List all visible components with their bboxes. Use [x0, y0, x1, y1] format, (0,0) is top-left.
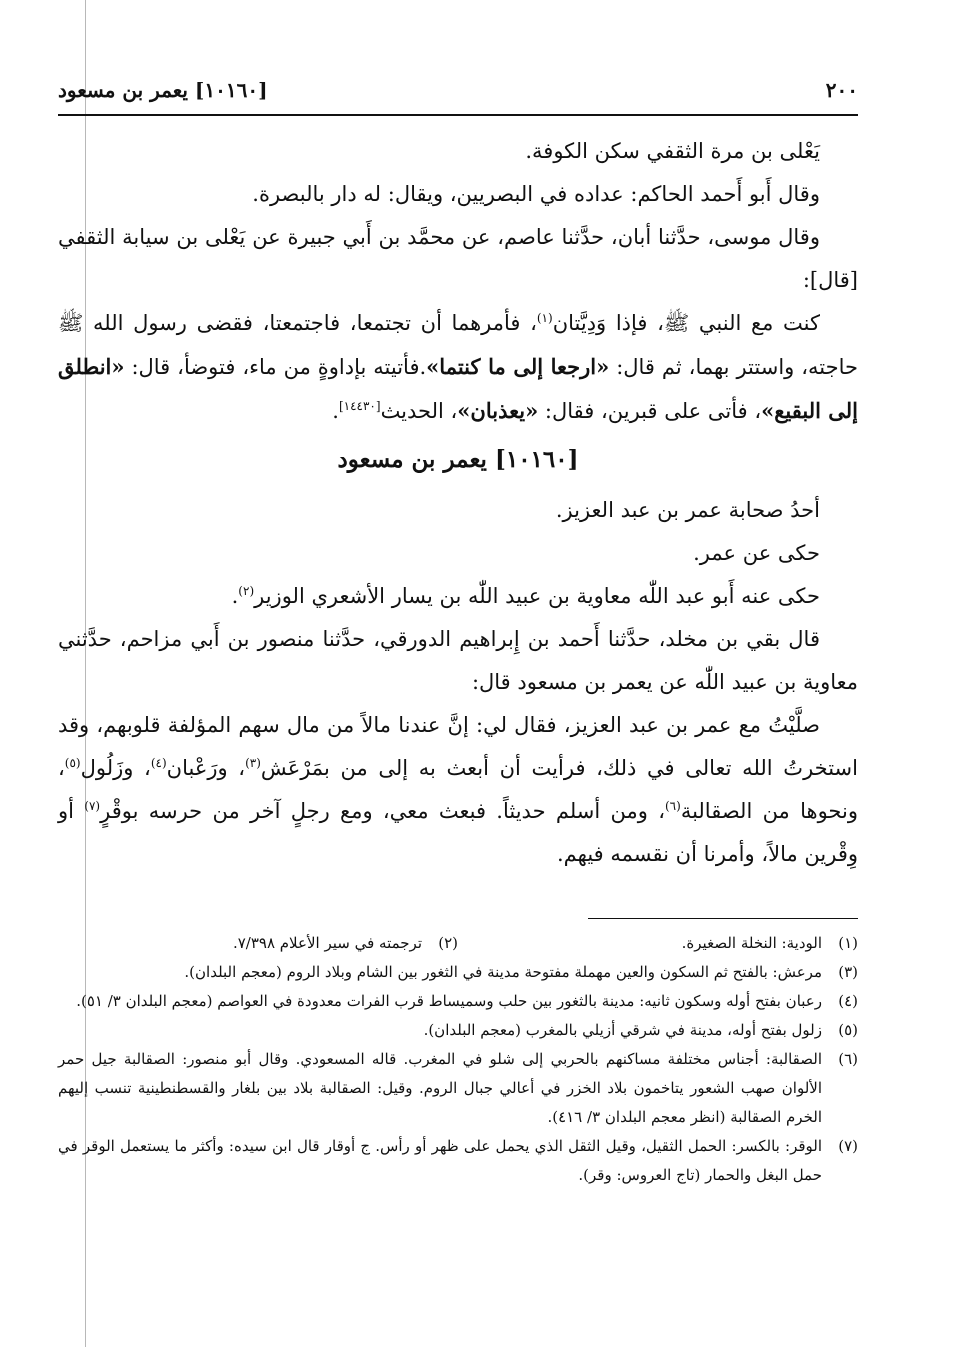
- text-run: ، ورَعْبان: [166, 756, 246, 780]
- main-text: [58, 130, 858, 876]
- hadith-reference: [١٤٤٣٠]: [338, 399, 381, 413]
- hadith-quote: «ارجعا إلى ما كنتما»: [426, 354, 610, 379]
- paragraph: حكى عن عمر.: [693, 541, 820, 565]
- book-page: [58, 78, 858, 1190]
- footnote-1: [458, 929, 858, 958]
- footnote-marker: (٣): [245, 756, 261, 770]
- footnote-text: الصقالبة: أجناس مختلفة مساكنهم بالحربي إلى شلو في المغرب. قاله المسعودي. وقال أبو منصور: الصقالبة جيل حمر الألوان صهب الشعور يتاخمون بلاد الخزر في أعالي جبال الروم. وقيل: الصقالبة بلاد بين بلغار والقسطنطينية تنسب إليهم الخرم الصقالبة (انظر معجم البلدان ٣/ ٤١٦).: [58, 1050, 822, 1126]
- footnote-number: (٤): [838, 992, 858, 1010]
- paragraph: قال بقي بن مخلد، حدَّثنا أَحمد بن إِبراهيم الدورقي، حدَّثنا منصور بن أَبي مزاحم، حدَّثني معاوية بن عبيد اللّٰه عن يعمر بن مسعود قال:: [58, 627, 858, 694]
- footnote-row: [58, 929, 858, 958]
- page-header: [58, 78, 858, 116]
- footnote-number: (٢): [438, 934, 458, 952]
- footnote-5: [58, 1016, 858, 1045]
- footnote-text: الوقر: بالكسر: الحمل الثقيل، وقيل الثقل الذي يحمل على ظهر أو رأس. ج أوقار قال ابن سيده: وأكثر ما يستعمل الوقر في حمل البغل والحمار (تاج العروس: وقر).: [58, 1137, 822, 1184]
- footnote-text: رعبان بفتح أوله وسكون ثانيه: مدينة بالثغور بين حلب وسميساط قرب الفرات معدودة في العواصم (معجم البلدان ٣/ ٥١).: [76, 992, 822, 1010]
- footnote-text: الودية: النخلة الصغيرة.: [681, 934, 822, 952]
- footnote-7: [58, 1132, 858, 1190]
- footnote-text: مرعش: بالفتح ثم السكون والعين مهملة مفتوحة مدينة في الثغور بين الشام وبلاد الروم (معجم البلدان).: [184, 963, 822, 981]
- running-title: [١٠١٦٠] يعمر بن مسعود: [58, 78, 268, 102]
- footnote-marker: (١): [536, 311, 553, 325]
- paragraph: وقال أَبو أَحمد الحاكم: عداده في البصريين، ويقال: له دار بالبصرة.: [252, 182, 820, 206]
- paragraph: يَعْلى بن مرة الثقفي سكن الكوفة.: [525, 139, 820, 163]
- paragraph: أحدُ صحابة عمر بن عبد العزيز.: [555, 498, 820, 522]
- page-number: ٢٠٠: [825, 78, 858, 102]
- text-run: كنت مع النبي ﷺ، فإذا وَدِيَّتان: [552, 311, 820, 335]
- footnote-number: (٧): [838, 1137, 858, 1155]
- footnote-2: [58, 929, 458, 958]
- footnotes: [58, 929, 858, 1190]
- text-run: ، فأمرهما أن تجتمعا، فاجتمعتا، فقضى رسول الله ﷺ حاجته، واستتر بهما، ثم قال:: [58, 311, 858, 379]
- footnote-marker: (٦): [664, 799, 681, 813]
- text-run: .: [332, 399, 339, 423]
- text-run: ، وزَلُول: [80, 756, 151, 780]
- text-run: .: [231, 584, 239, 608]
- footnote-number: (١): [838, 934, 858, 952]
- hadith-quote: «انطلق إلى البقيع»: [58, 354, 858, 423]
- text-run: صلَّيْتُ مع عمر بن عبد العزيز، فقال لي: إنَّ عندنا مالاً من مال سهم المؤلفة قلوبهم، وقد استخرتُ الله تعالى في ذلك، فرأيت أن أبعث به إلى من بمَرْعَش: [58, 713, 858, 780]
- hadith-quote: «يعذبان»: [457, 398, 539, 423]
- footnote-separator: [588, 918, 858, 919]
- paragraph: وقال موسى، حدَّثنا أبان، حدَّثنا عاصم، عن محمَّد بن أَبي جبيرة عن يَعْلى بن سيابة الثقفي [قال]:: [58, 225, 858, 292]
- footnote-6: [58, 1045, 858, 1132]
- footnote-text: زلول بفتح أوله، مدينة في شرقي أزيلي بالمغرب (معجم البلدان).: [423, 1021, 822, 1039]
- footnote-text: ترجمته في سير الأعلام ٧/٣٩٨.: [232, 934, 422, 952]
- footnote-3: [58, 958, 858, 987]
- footnote-number: (٥): [838, 1021, 858, 1039]
- footnote-number: (٣): [838, 963, 858, 981]
- text-run: أو وِقْرين مالاً، وأمرنا أن نقسمه فيهم.: [58, 799, 858, 866]
- footnote-number: (٦): [838, 1050, 858, 1068]
- footnote-marker: (٢): [238, 584, 255, 598]
- text-run: ، ونحوها من الصقالبة: [58, 756, 858, 823]
- paragraph: [58, 302, 858, 433]
- text-run: حكى عنه أَبو عبد اللّٰه معاوية بن عبيد اللّٰه بن يسار الأشعري الوزير: [254, 584, 820, 608]
- text-run: .فأتيته بإداوةٍ من ماء، فتوضأ، قال:: [124, 355, 427, 379]
- footnote-marker: (٤): [150, 756, 167, 770]
- paragraph: [58, 704, 858, 876]
- text-run: ، فأتى على قبرين، فقال:: [538, 399, 762, 423]
- paragraph: [58, 575, 858, 618]
- text-run: ، الحديث: [380, 399, 458, 423]
- footnote-marker: (٧): [84, 799, 101, 813]
- footnote-marker: (٥): [64, 756, 81, 770]
- footnote-4: [58, 987, 858, 1016]
- text-run: ، ومن أسلم حديثاً. فبعث معي، ومع رجلٍ آخر من حرسه بوقْرٍ: [100, 799, 665, 823]
- section-title: [١٠١٦٠] يعمر بن مسعود: [337, 446, 579, 473]
